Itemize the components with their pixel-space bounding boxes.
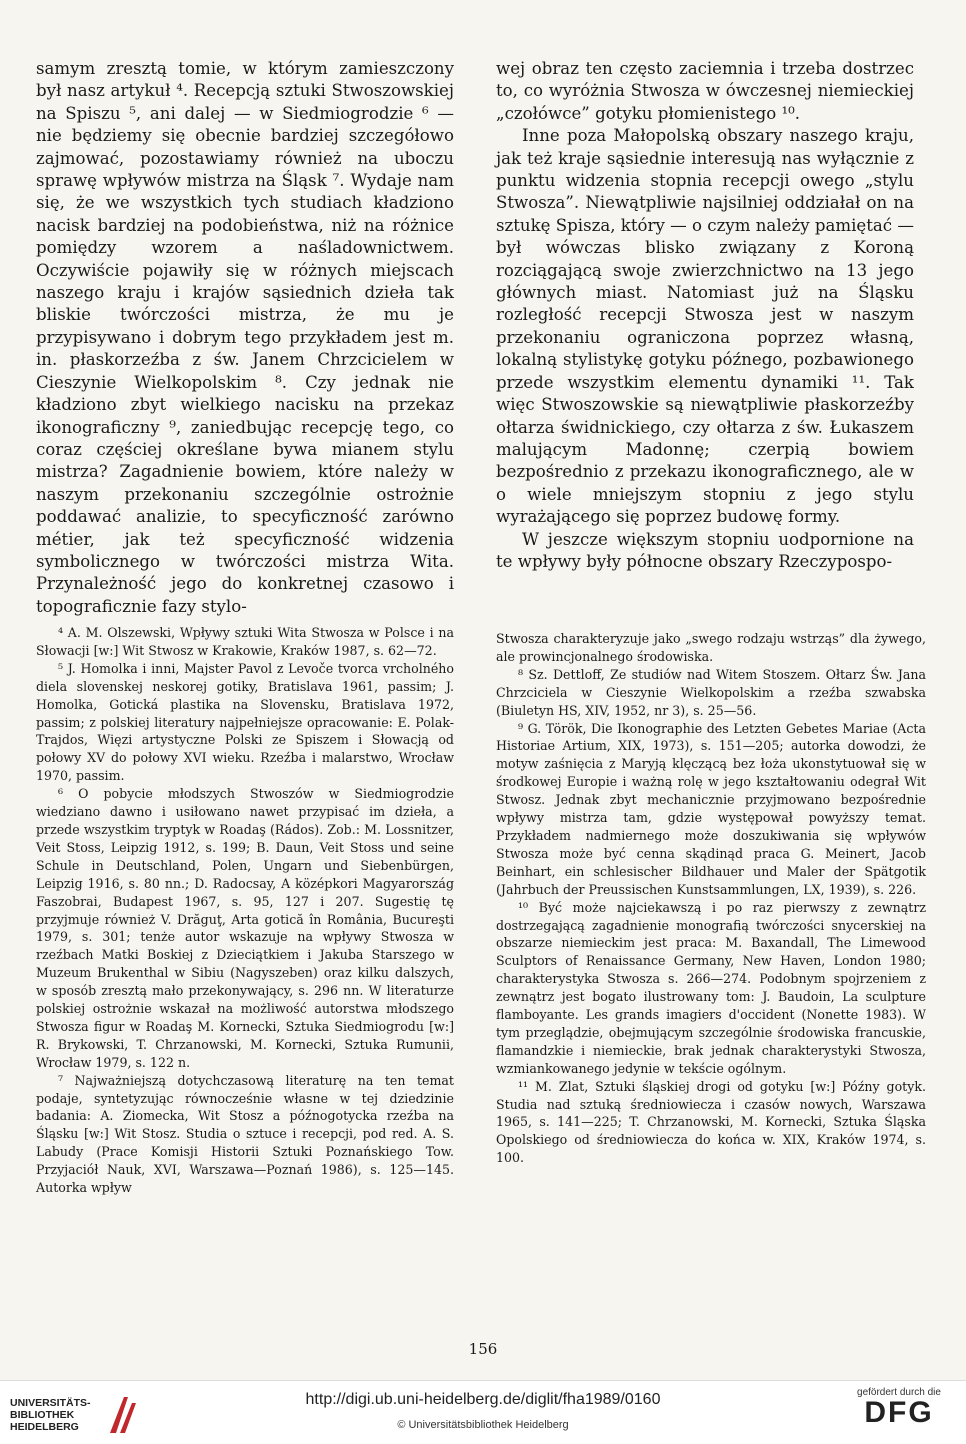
paragraph: W jeszcze większym stopniu uodpornione na te wpływy były północne obszary Rzeczypospo- — [496, 529, 914, 571]
paragraph: samym zresztą tomie, w którym zamieszczony był nasz artykuł ⁴. Recepcją sztuki Stwoszowskiej na Spiszu ⁵, ani dalej — w Siedmiogrodzie ⁶ — nie będziemy się obecnie bardziej szczegółowo zajmować, pozostawiamy również na uboczu sprawę wpływów mistrza na Śląsk ⁷. Wydaje nam się, że we wszystkich tych studiach kładziono nacisk bardziej na podobieństwa, niż na różnice pomiędzy wzorem a naśladownictwem. Oczywiście pojawiły się w różnych miejscach naszego kraju i krajów sąsiednich dzieła tak bliskie twórczości mistrza, że mu je przypisywano i dobrym tego przykładem jest m. in. płaskorzeźba z św. Janem Chrzcicielem w Cieszynie Wielkopolskim ⁸. Czy jednak nie kładziono zbyt wielkiego nacisku na przekaz ikonograficzny ⁹, zaniedbując recepcję tego, co coraz częściej określane bywa mianem stylu mistrza? Zagadnienie bowiem, które należy w naszym przekonaniu szczególnie ostrożnie poddawać analizie, to specyficzność zarówno métier, jak też specyficzność widzenia symbolicznego w twórczości mistrza Wita. Przynależność jego do konkretnej czasowo i topograficznie fazy stylo- — [36, 59, 454, 616]
funder-caption: gefördert durch die — [857, 1387, 941, 1398]
footnotes-right-column — [496, 630, 926, 1167]
dfg-logo[interactable] — [844, 1387, 954, 1428]
footer-bar — [0, 1380, 966, 1444]
footnotes-left-column — [36, 624, 454, 1197]
paragraph: Inne poza Małopolską obszary naszego kraju, jak też kraje sąsiednie interesują nas wyłącznie z punktu widzenia stopnia recepcji owego „stylu Stwosza”. Niewątpliwie najsilniej oddziałał on na sztukę Spisza, który — o czym należy pamiętać — był wówczas blisko związany z Koroną rozciągającą swoje zwierzchnictwo na 13 jego głównych miast. Natomiast już na Śląsku rozległość recepcji Stwosza jest w naszym przekonaniu ograniczona poprzez własną, lokalną stylistykę gotyku późnego, pozbawionego przede wszystkim elementu dynamiki ¹¹. Tak więc Stwoszowskie są niewątpliwie płaskorzeźby ołtarza świdnickiego, czy ołtarza z św. Łukaszem malującym Madonnę; czerpią bowiem bezpośrednio z przekazu ikonograficznego, ale w o wiele mniejszym stopniu z jego stylu wyrażającego się poprzez budowę formy. — [496, 126, 914, 527]
library-mark-icon — [106, 1393, 140, 1435]
main-text-left-column — [36, 58, 454, 618]
footnote: ¹⁰ Być może najciekawszą i po raz pierwszy z zewnątrz dostrzegającą zagadnienie monografią twórczości snycerskiej na obszarze niemieckim jest praca: M. Baxandall, The Limewood Sculptors of Renaissance Germany, New Haven, London 1980; charakterystyka Stwosza s. 266—274. Podobnym spojrzeniem z zewnątrz jest bogato ilustrowany tom: J. Baudoin, La sculpture flamboyante. Les grands imagiers d'occident (Nonette 1983). W tym przeglądzie, obejmującym szczególnie środowiska francuskie, flamandzkie i niemieckie, brak jednak charakterystyki Stwosza, wzmiankowanego jedynie w tekście ogólnym. — [496, 899, 926, 1076]
dfg-wordmark: DFG — [864, 1396, 934, 1429]
paragraph: wej obraz ten często zaciemnia i trzeba dostrzec to, co wyróżnia Stwosza w ówczesnej niemieckiej „czołówce” gotyku płomienistego ¹⁰. — [496, 59, 914, 123]
page-url-link[interactable]: http://digi.ub.uni-heidelberg.de/diglit/fha1989/0160 — [305, 1391, 661, 1408]
page-number: 156 — [468, 1340, 498, 1358]
library-logo[interactable] — [10, 1391, 140, 1437]
copyright-notice: © Universitätsbibliothek Heidelberg — [397, 1419, 569, 1431]
footnote: ⁵ J. Homolka i inni, Majster Pavol z Levoče tvorca vrcholného diela slovenskej neskorej gotiky, Bratislava 1961, passim; J. Homolka, Gotická plastika na Slovensku, Bratislava 1972, passim; z polskiej literatury najpełniejsze opracowanie: E. Polak-Trajdos, Więzi artystyczne Polski ze Spiszem i Słowacją od połowy XV do połowy XVI wieku. Rzeźba i malarstwo, Wrocław 1970, passim. — [36, 660, 454, 784]
footnote: ⁶ O pobycie młodszych Stwoszów w Siedmiogrodzie wiedziano dawno i usiłowano nawet przypisać im dzieła, a przede wszystkim tryptyk w Roadaş (Rádos). Zob.: M. Lossnitzer, Veit Stoss, Leipzig 1912, s. 199; B. Daun, Veit Stoss und seine Schule in Deutschland, Polen, Ungarn und Siebenbürgen, Leipzig 1916, s. 80 nn.; D. Radocsay, A középkori Magyarország Faszobrai, Budapest 1967, s. 95, 127 i 207. Sugestię tę przyjmuje również V. Drăguţ, Arta gotică în România, Bucureşti 1979, s. 301; tenże autor wskazuje na wpływy Stwosza w rzeźbach Matki Boskiej z Dzieciątkiem i Jakuba Starszego w Muzeum Brukenthal w Sibiu (Nagyszeben) oraz kilku dalszych, w sposób zresztą mało przekonywający, s. 296 nn. W literaturze polskiej ostrożnie wskazał na możliwość autorstwa młodszego Stwosza figur w Roadaş M. Kornecki, Sztuka Siedmiogrodu [w:] R. Brykowski, T. Chrzanowski, M. Kornecki, Sztuka Rumunii, Wrocław 1979, s. 122 n. — [36, 786, 454, 1070]
library-name: UNIVERSITÄTS- BIBLIOTHEK HEIDELBERG — [10, 1397, 91, 1433]
footnote-continuation: Stwosza charakteryzuje jako „swego rodzaju wstrząs” dla żywego, ale prowincjonalnego środowiska. — [496, 631, 926, 664]
footnote: ⁸ Sz. Dettloff, Ze studiów nad Witem Stoszem. Ołtarz Św. Jana Chrzciciela w Cieszynie Wielkopolskim a rzeźba szwabska (Biuletyn HS, XIV, 1952, nr 3), s. 25—56. — [496, 666, 926, 718]
footnote: ⁷ Najważniejszą dotychczasową literaturę na ten temat podaje, syntetyzując równocześnie własne w tej dziedzinie badania: A. Ziomecka, Wit Stosz a późnogotycka rzeźba na Śląsku [w:] Wit Stosz. Studia o sztuce i recepcji, pod red. A. S. Labudy (Prace Komisji Historii Sztuki Poznańskiego Tow. Przyjaciół Nauk, XVI, Warszawa—Poznań 1986), s. 125—145. Autorka wpływ — [36, 1072, 454, 1196]
main-text-right-column — [496, 58, 914, 573]
footnote: ⁴ A. M. Olszewski, Wpływy sztuki Wita Stwosza w Polsce i na Słowacji [w:] Wit Stwosz w Krakowie, Kraków 1987, s. 62—72. — [36, 625, 454, 658]
footnote: ⁹ G. Török, Die Ikonographie des Letzten Gebetes Mariae (Acta Historiae Artium, XIX, 1973), s. 151—205; autorka dowodzi, że motyw zaśnięcia z Maryją klęczącą bez łoża ukonstytuował się w środkowej Europie i ważną rolę w jego kształtowaniu odegrał Wit Stwosz. Jednak zbyt mechanicznie przyjmowano bezpośrednie wpływy mistrza tam, gdzie występował powyższy temat. Przykładem nadmiernego może doszukiwania się wpływów Stwosza może być cenna skądinąd praca G. Meinert, Jacob Beinhart, ein schlesischer Bildhauer und Maler der Spätgotik (Jahrbuch der Preussischen Kunstsammlungen, LX, 1939), s. 226. — [496, 720, 926, 897]
footnote: ¹¹ M. Zlat, Sztuki śląskiej drogi od gotyku [w:] Późny gotyk. Studia nad sztuką średniowiecza i czasów nowych, Warszawa 1965, s. 141—225; T. Chrzanowski, M. Kornecki, Sztuka Śląska Opolskiego od średniowiecza do końca w. XIX, Kraków 1974, s. 100. — [496, 1078, 926, 1166]
